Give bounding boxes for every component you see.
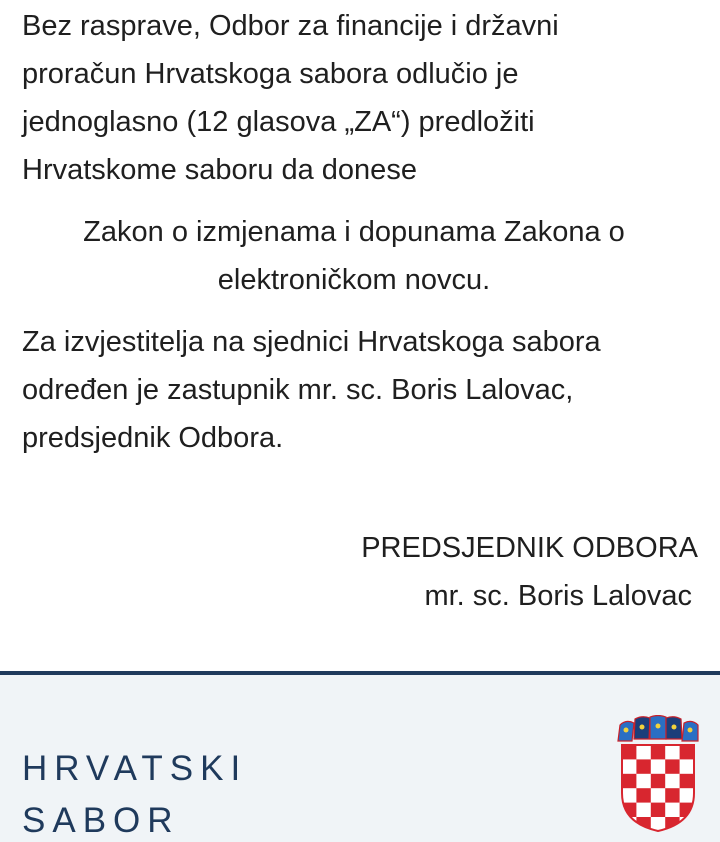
text-line: proračun Hrvatskoga sabora odlučio je [22, 58, 519, 90]
text-line: jednoglasno (12 glasova „ZA“) predložiti [22, 106, 535, 138]
text-line: Bez rasprave, Odbor za financije i državni [22, 10, 559, 42]
document-body [22, 0, 702, 462]
logo-line: SABOR [22, 801, 180, 840]
text-line: elektroničkom novcu. [217, 264, 491, 296]
signature-title: PREDSJEDNIK ODBORA [361, 532, 698, 564]
signature-name: mr. sc. Boris Lalovac [424, 580, 692, 612]
text-line: Za izvjestitelja na sjednici Hrvatskoga sabora [22, 326, 601, 358]
text-line: određen je zastupnik mr. sc. Boris Lalovac, [22, 374, 574, 406]
law-title [22, 208, 686, 304]
text-line: Hrvatskome saboru da donese [22, 154, 417, 186]
croatian-coat-of-arms-icon [616, 715, 700, 833]
logo-line: HRVATSKI [22, 749, 248, 788]
text-line: Zakon o izmjenama i dopunama Zakona o [83, 216, 625, 248]
checkered-shield [622, 745, 694, 833]
footer [0, 671, 720, 842]
text-line: predsjednik Odbora. [22, 422, 284, 454]
decision-paragraph [22, 0, 702, 194]
signature-block [361, 524, 698, 620]
crown [618, 716, 698, 742]
parliament-logo-text [22, 743, 247, 842]
rapporteur-paragraph [22, 318, 702, 462]
